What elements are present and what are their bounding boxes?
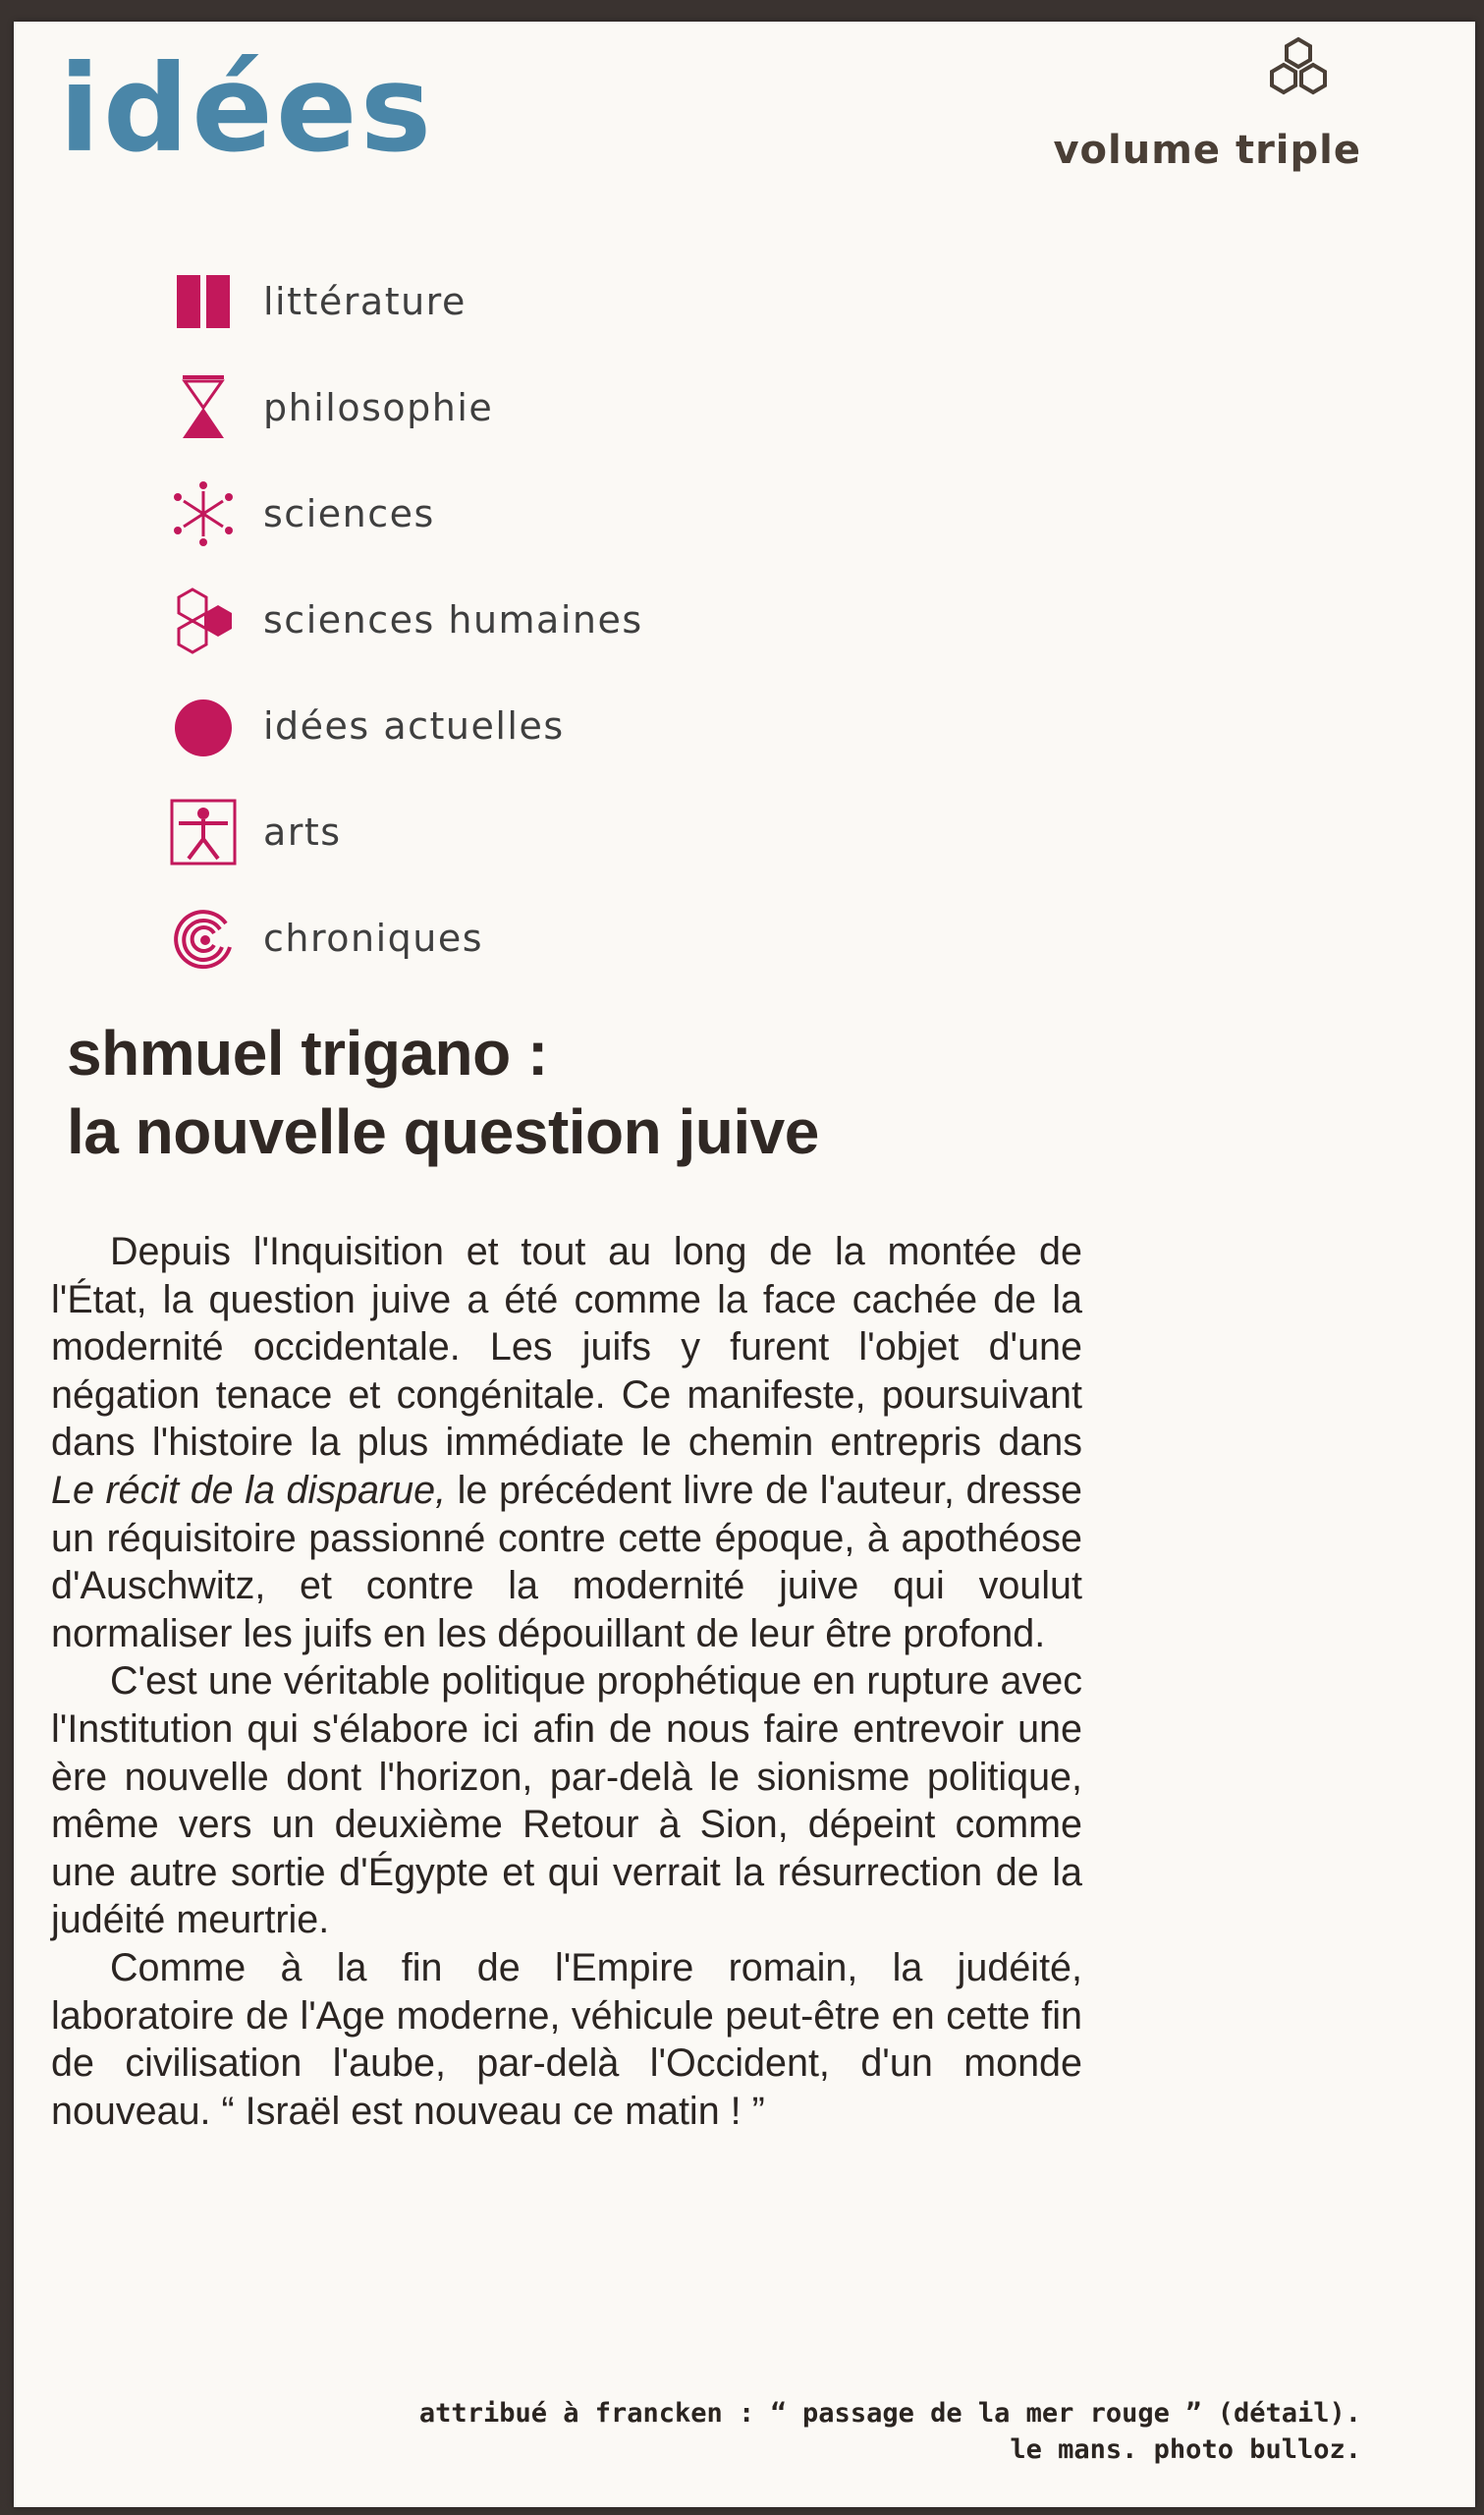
category-label: littérature [263, 280, 467, 323]
back-cover [14, 22, 1475, 2507]
category-chroniques [169, 904, 483, 973]
paragraph-1: Depuis l'Inquisition et tout au long de la montée de l'État, la question juive a été comme la face cachée de la modernité occidentale. Les juifs y furent l'objet d'une négation tenace et congénitale. Ce manifeste, poursuivant dans l'histoire la plus immédiate le chemin entrepris dans Le récit de la disparue, le précédent livre de l'auteur, dresse un réquisitoire passionné contre cette époque, à apothéose d'Auschwitz, et contre la modernité juive qui voulut normaliser les juifs en les dépouillant de leur être profond. [51, 1230, 1082, 1655]
title-line: la nouvelle question juive [67, 1096, 819, 1167]
category-label: sciences humaines [263, 598, 643, 642]
cited-book-title: Le récit de la disparue, [51, 1468, 447, 1512]
volume-label: volume triple [1053, 128, 1361, 173]
paragraph-2: C'est une véritable politique prophétique en rupture avec l'Institution qui s'élabore ici afin de nous faire entrevoir une ère nouvelle dont l'horizon, par-delà le sionisme politique, même vers un deuxième Retour à Sion, dépeint comme une autre sortie d'Égypte et qui verrait la résurrection de la judéité meurtrie. [51, 1659, 1082, 1942]
category-sciences-humaines [169, 586, 643, 654]
circle-icon [169, 692, 238, 760]
spiral-icon [169, 904, 238, 973]
image-credit [379, 2395, 1361, 2468]
credit-line: attribué à francken : “ passage de la mer rouge ” (détail). [418, 2398, 1361, 2429]
book-icon [169, 267, 238, 336]
hexagons-icon [169, 586, 238, 654]
category-litterature [169, 267, 467, 336]
category-idees-actuelles [169, 692, 565, 760]
category-philosophie [169, 373, 493, 442]
credit-line: le mans. photo bulloz. [1010, 2434, 1361, 2465]
collection-logo: idées [59, 39, 435, 179]
blurb [51, 1228, 1082, 2135]
category-label: sciences [263, 492, 435, 535]
hourglass-icon [169, 373, 238, 442]
book-title [67, 1014, 1147, 1171]
paragraph-3: Comme à la fin de l'Empire romain, la judéité, laboratoire de l'Age moderne, véhicule peut-être en cette fin de civilisation l'aube, par-delà l'Occident, d'un monde nouveau. “ Israël est nouveau ce matin ! ” [51, 1945, 1082, 2133]
category-label: arts [263, 810, 342, 854]
author-line: shmuel trigano : [67, 1018, 548, 1089]
category-label: chroniques [263, 917, 484, 960]
category-sciences [169, 479, 435, 548]
triple-hexagon-icon [1257, 33, 1340, 116]
vitruvian-icon [169, 798, 238, 866]
category-arts [169, 798, 342, 866]
category-label: philosophie [263, 386, 494, 429]
atom-icon [169, 479, 238, 548]
category-label: idées actuelles [263, 704, 565, 748]
